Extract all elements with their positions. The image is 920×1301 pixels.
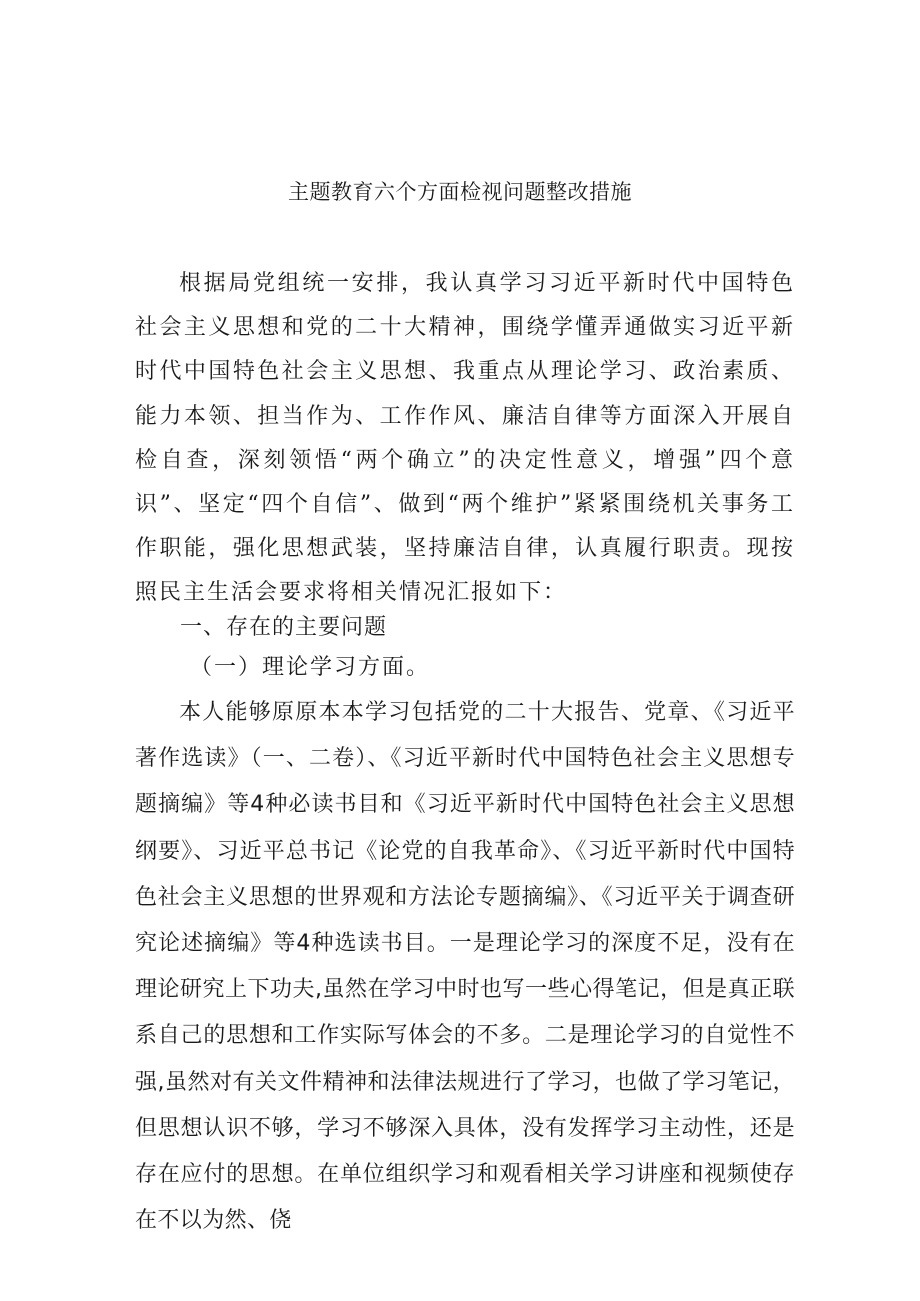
intro-paragraph: 根据局党组统一安排，我认真学习习近平新时代中国特色社会主义思想和党的二十大精神，围绕学懂弄通做实习近平新时代中国特色社会主义思想、我重点从理论学习、政治素质、能力本领、担当作为、工作作风、廉洁自律等方面深入开展自检自查，深刻领悟“两个确立”的决定性意义，增强”四个意识”、坚定“四个自信”、做到“两个维护”紧紧围绕机关事务工作职能，强化思想武装，坚持廉洁自律，认真履行职责。现按照民主生活会要求将相关情况汇报如下： — [135, 271, 795, 606]
document-title: 主题教育六个方面检视问题整改措施 — [288, 180, 632, 204]
subsection-heading: （一）理论学习方面。 — [190, 655, 431, 680]
section-heading: 一、存在的主要问题 — [180, 615, 388, 640]
body-paragraph: 本人能够原原本本学习包括党的二十大报告、党章、《习近平著作选读》（一、二卷）、《习近平新时代中国特色社会主义思想专题摘编》等4种必读书目和《习近平新时代中国特色社会主义思想纲要》、习近平总书记《论党的自我革命》、《习近平新时代中国特色社会主义思想的世界观和方法论专题摘编》、《习近平关于调查研究论述摘编》等4种选读书目。一是理论学习的深度不足，没有在理论研究上下功夫,虽然在学习中时也写一些心得笔记，但是真正联系自己的思想和工作实际写体会的不多。二是理论学习的自觉性不强,虽然对有关文件精神和法律法规进行了学习，也做了学习笔记，但思想认识不够，学习不够深入具体，没有发挥学习主动性，还是存在应付的思想。在单位组织学习和观看相关学习讲座和视频使存在不以为然、侥 — [135, 700, 795, 1234]
